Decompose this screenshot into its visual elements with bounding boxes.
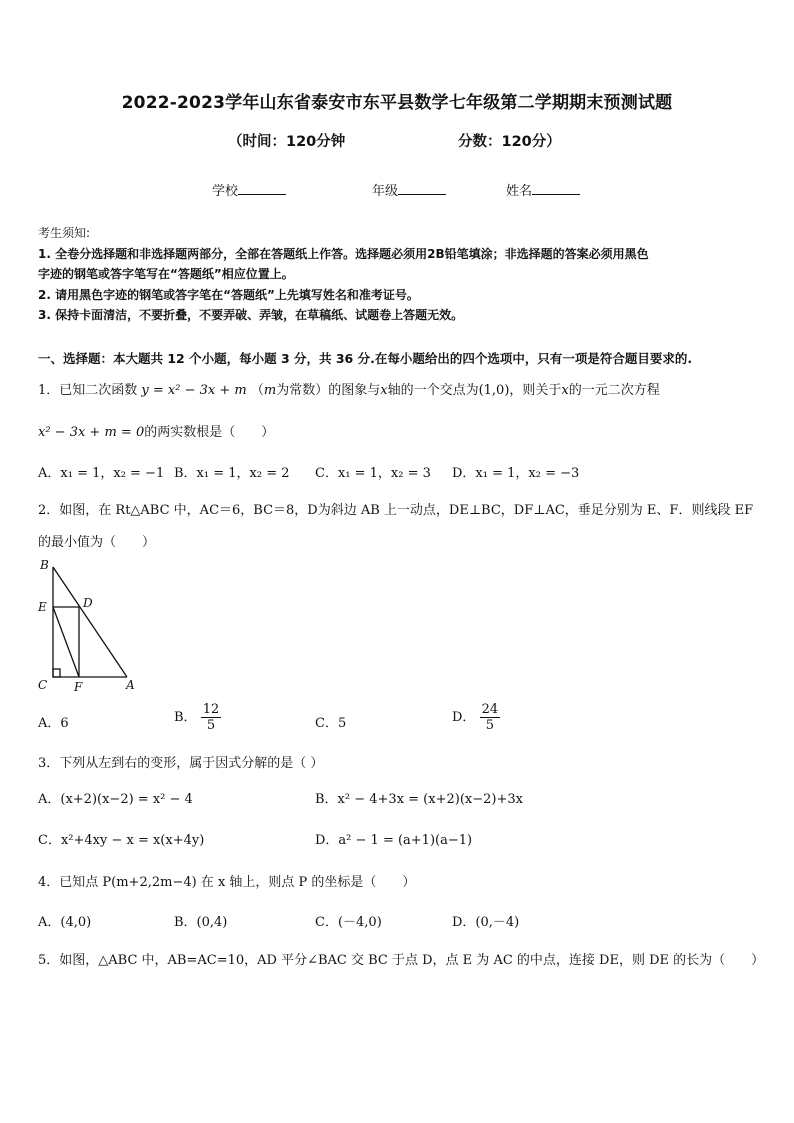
grade-label: 年级 [372,184,399,199]
q1-option-b[interactable]: B．x₁ = 1，x₂ = 2 [174,466,290,481]
page-title: 2022-2023学年山东省泰安市东平县数学七年级第二学期期末预测试题 [121,93,673,113]
q3-option-d[interactable]: D．a² − 1 = (a+1)(a−1) [315,833,473,848]
q2-option-b-fraction: $\frac{12}{5}$ [202,702,220,733]
segment-EF [53,607,79,677]
exam-score: 分数：120分） [458,134,561,150]
segment-AB [53,567,127,677]
q1-option-d[interactable]: D．x₁ = 1，x₂ = −3 [452,466,580,481]
q1-stem: 1．已知二次函数 y = x² − 3x + m （m为常数）的图象与x轴的一个交点为(1,0)，则关于x的一元二次方程 [38,383,660,398]
label-B: B [40,558,49,572]
label-F: F [74,680,83,694]
q4-option-c[interactable]: C．(－4,0) [315,915,382,930]
notice-line-1b: 字迹的钢笔或答字笔写在“答题纸”相应位置上。 [38,267,294,281]
label-D: D [83,596,93,610]
q1-option-a[interactable]: A．x₁ = 1，x₂ = −1 [38,466,165,481]
name-label: 姓名 [506,184,533,199]
notice-line-3: 3. 保持卡面清洁，不要折叠，不要弄破、弄皱，在草稿纸、试题卷上答题无效。 [38,308,464,322]
right-angle-mark [53,669,60,677]
q1-function: y = x² − 3x + m [141,383,247,398]
name-blank[interactable] [532,182,580,195]
q4-option-a[interactable]: A．(4,0) [38,915,92,930]
school-blank[interactable] [238,182,286,195]
q2-stem-2: 的最小值为（ ） [38,535,156,550]
q1-equation: x² − 3x + m = 0 [38,425,145,440]
q3-stem: 3．下列从左到右的变形，属于因式分解的是（ ） [38,756,324,771]
school-label: 学校 [212,184,239,199]
q2-option-d[interactable]: D． $\frac{24}{5}$ [452,702,499,733]
label-C: C [38,678,48,692]
exam-time: （时间：120分钟 [228,134,346,150]
q4-stem: 4．已知点 P(m+2,2m−4) 在 x 轴上，则点 P 的坐标是（ ） [38,875,416,890]
notice-line-1a: 1. 全卷分选择题和非选择题两部分，全部在答题纸上作答。选择题必须用2B铅笔填涂；非选择题的答案必须用黑色 [38,247,649,261]
notice-heading: 考生须知: [38,226,91,240]
q4-option-d[interactable]: D．(0,－4) [452,915,520,930]
section-heading: 一、选择题：本大题共 12 个小题，每小题 3 分，共 36 分.在每小题给出的四个选项中，只有一项是符合题目要求的. [38,351,693,366]
q5-stem: 5．如图，△ABC 中，AB=AC=10，AD 平分∠BAC 交 BC 于点 D，点 E 为 AC 的中点，连接 DE，则 DE 的长为（ ） [38,953,765,968]
q2-stem: 2．如图，在 Rt△ABC 中，AC＝6，BC＝8，D为斜边 AB 上一动点，DE⊥BC，DF⊥AC，垂足分别为 E、F．则线段 EF [38,503,754,518]
q3-option-b[interactable]: B．x² − 4+3x = (x+2)(x−2)+3x [315,792,523,807]
q2-option-c[interactable]: C．5 [315,716,347,731]
q2-option-a[interactable]: A．6 [38,716,69,731]
q3-option-c[interactable]: C．x²+4xy − x = x(x+4y) [38,833,205,848]
q4-option-b[interactable]: B．(0,4) [174,915,228,930]
q1-stem-2: x² − 3x + m = 0的两实数根是（ ） [38,425,275,440]
q2-option-d-fraction: $\frac{24}{5}$ [481,702,499,733]
grade-field[interactable] [372,180,446,199]
q3-option-a[interactable]: A．(x+2)(x−2) = x² − 4 [38,792,193,807]
school-field[interactable] [212,180,286,199]
notice-line-2: 2. 请用黑色字迹的钢笔或答字笔在“答题纸”上先填写姓名和准考证号。 [38,288,419,302]
label-E: E [38,600,47,614]
q1-option-c[interactable]: C．x₁ = 1，x₂ = 3 [315,466,431,481]
q2-option-b[interactable]: B． $\frac{12}{5}$ [174,702,220,733]
q2-figure [32,555,144,695]
q1-point: (1,0) [478,383,510,398]
grade-blank[interactable] [398,182,446,195]
name-field[interactable] [506,180,580,199]
label-A: A [126,678,135,692]
